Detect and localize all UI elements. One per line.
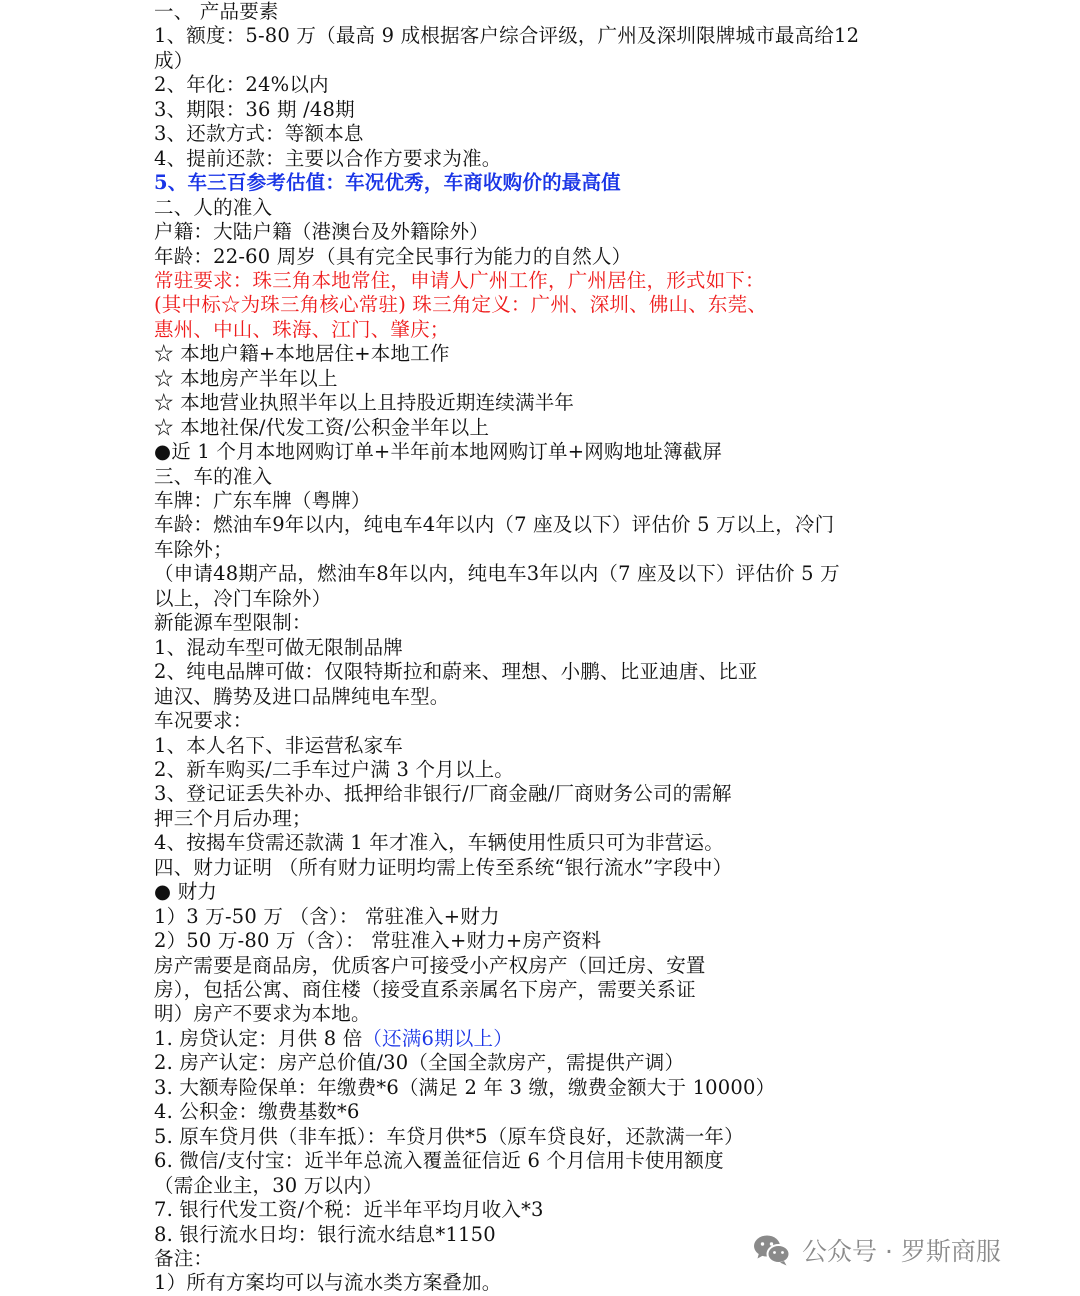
text-line: 年龄：22-60 周岁（具有完全民事行为能力的自然人）: [154, 244, 632, 268]
highlight-line-valuation: 5、车三百参考估值：车况优秀，车商收购价的最高值: [154, 171, 621, 195]
text-line: 车牌：广东车牌（粤牌）: [154, 489, 371, 512]
text-line: 2. 房产认定：房产总价值/30（全国全款房产，需提供产调）: [154, 1051, 685, 1075]
star-item: ☆ 本地房产半年以上: [154, 366, 338, 390]
text-line: 1、混动车型可做无限制品牌: [154, 635, 404, 659]
text-line: 车况要求：: [154, 709, 253, 733]
text-line: 备注：: [154, 1246, 214, 1270]
text-line: 明）房产不要求为本地。: [154, 1002, 371, 1026]
section-heading-car: 三、车的准入: [154, 464, 273, 488]
text-line: 车除外；: [154, 537, 233, 561]
text-line: 车龄：燃油车9年以内，纯电车4年以内（7 座及以下）评估价 5 万以上，冷门: [154, 513, 835, 537]
watermark: [752, 1232, 1001, 1268]
text-line: 4. 公积金：缴费基数*6: [154, 1100, 360, 1124]
text-line: （申请48期产品，燃油车8年以内，纯电车3年以内（7 座及以下）评估价 5 万: [154, 562, 840, 586]
text-line: 8. 银行流水日均：银行流水结息*1150: [154, 1222, 496, 1246]
text-line: 成）: [154, 48, 194, 72]
text-line: 1）所有方案均可以与流水类方案叠加。: [154, 1271, 502, 1295]
text-line: 3、还款方式：等额本息: [154, 122, 364, 146]
section-heading-product: 一、 产品要素: [154, 0, 279, 23]
text-line: 房产需要是商品房，优质客户可接受小产权房产（回迁房、安置: [154, 953, 706, 977]
mortgage-note: （还满6期以上）: [362, 1026, 513, 1050]
text-line: 4、提前还款：主要以合作方要求为准。: [154, 146, 502, 170]
text-line: 户籍：大陆户籍（港澳台及外籍除外）: [154, 220, 489, 244]
text-line: 新能源车型限制：: [154, 611, 312, 635]
text-line: 以上，冷门车除外）: [154, 586, 332, 610]
highlight-line-residence: 常驻要求：珠三角本地常住，申请人广州工作，广州居住，形式如下：: [154, 268, 765, 292]
highlight-line-residence: 惠州、中山、珠海、江门、肇庆；: [154, 317, 450, 341]
text-line: 1、本人名下、非运营私家车: [154, 733, 404, 757]
text-line-mortgage: [154, 1027, 513, 1051]
text-line: （需企业主，30 万以内）: [154, 1173, 383, 1197]
star-item: ☆ 本地营业执照半年以上且持股近期连续满半年: [154, 391, 575, 415]
text-line: 7. 银行代发工资/个税：近半年平均月收入*3: [154, 1198, 544, 1222]
wechat-icon: [752, 1233, 792, 1267]
text-line: 5. 原车贷月供（非车抵）：车贷月供*5（原车贷良好，还款满一年）: [154, 1124, 744, 1148]
text-line: 3、登记证丢失补办、抵押给非银行/厂商金融/厂商财务公司的需解: [154, 782, 732, 806]
watermark-text: 公众号 · 罗斯商服: [802, 1237, 1001, 1266]
star-item: ☆ 本地社保/代发工资/公积金半年以上: [154, 415, 490, 439]
text-line: 1）3 万-50 万 （含）： 常驻准入+财力: [154, 904, 500, 928]
text-line: 6. 微信/支付宝：近半年总流入覆盖征信近 6 个月信用卡使用额度: [154, 1149, 724, 1173]
text-line: 1、额度：5-80 万（最高 9 成根据客户综合评级，广州及深圳限牌城市最高给12: [154, 24, 860, 48]
text-line: 押三个月后办理；: [154, 806, 312, 830]
section-heading-person: 二、人的准入: [154, 195, 273, 219]
bullet-item: ●近 1 个月本地网购订单+半年前本地网购订单+网购地址簿截屏: [154, 440, 723, 464]
text-line: 2、纯电品牌可做：仅限特斯拉和蔚来、理想、小鹏、比亚迪唐、比亚: [154, 660, 758, 684]
text-line: 2、年化：24%以内: [154, 73, 329, 97]
text-line: 房），包括公寓、商住楼（接受直系亲属名下房产，需要关系证: [154, 978, 696, 1001]
highlight-line-residence: (其中标☆为珠三角核心常驻) 珠三角定义：广州、深圳、佛山、东莞、: [154, 293, 768, 317]
text-line: 3、期限：36 期 /48期: [154, 97, 355, 121]
star-item: ☆ 本地户籍+本地居住+本地工作: [154, 342, 450, 366]
bullet-item: ● 财力: [154, 880, 218, 904]
section-heading-finance: 四、财力证明 （所有财力证明均需上传至系统“银行流水”字段中）: [154, 855, 733, 879]
text-line: 4、按揭车贷需还款满 1 年才准入，车辆使用性质只可为非营运。: [154, 831, 724, 855]
text-line: 迪汉、腾势及进口品牌纯电车型。: [154, 684, 450, 708]
text-line: 2）50 万-80 万（含）： 常驻准入+财力+房产资料: [154, 929, 602, 953]
text-line: 3. 大额寿险保单：年缴费*6（满足 2 年 3 缴，缴费金额大于 10000）: [154, 1075, 776, 1099]
text-line: 2、新车购买/二手车过户满 3 个月以上。: [154, 757, 514, 781]
text-segment: 1. 房贷认定：月供 8 倍: [154, 1026, 363, 1050]
